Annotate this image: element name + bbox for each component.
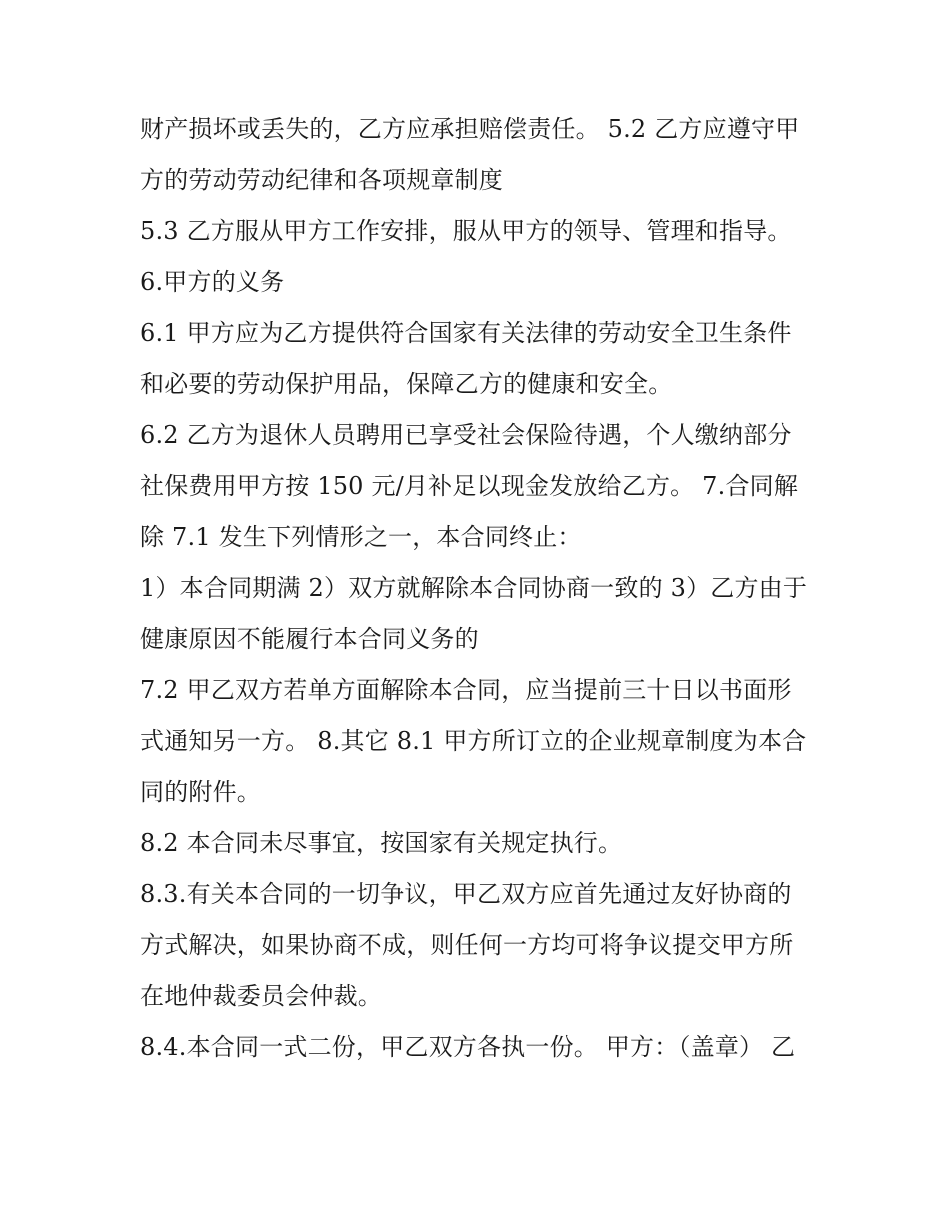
text-line: 健康原因不能履行本合同义务的 bbox=[140, 625, 479, 653]
text-line: 8.3.有关本合同的一切争议，甲乙双方应首先通过友好协商的 bbox=[140, 880, 792, 908]
text-line: 方的劳动劳动纪律和各项规章制度 bbox=[140, 166, 503, 194]
text-line: 7.2 甲乙双方若单方面解除本合同，应当提前三十日以书面形 bbox=[140, 676, 792, 704]
text-line: 社保费用甲方按 150 元/月补足以现金发放给乙方。 7.合同解 bbox=[140, 472, 799, 500]
text-line: 8.4.本合同一式二份，甲乙双方各执一份。 甲方：（盖章） 乙 bbox=[140, 1033, 796, 1061]
text-line: 5.3 乙方服从甲方工作安排，服从甲方的领导、管理和指导。 bbox=[140, 217, 792, 245]
text-line: 6.1 甲方应为乙方提供符合国家有关法律的劳动安全卫生条件 bbox=[140, 319, 792, 347]
text-line: 8.2 本合同未尽事宜，按国家有关规定执行。 bbox=[140, 829, 623, 857]
text-line: 式通知另一方。 8.其它 8.1 甲方所订立的企业规章制度为本合 bbox=[140, 727, 807, 755]
text-line: 同的附件。 bbox=[140, 778, 261, 806]
text-line: 财产损坏或丢失的，乙方应承担赔偿责任。 5.2 乙方应遵守甲 bbox=[140, 115, 800, 143]
text-line: 在地仲裁委员会仲裁。 bbox=[140, 982, 382, 1010]
contract-text bbox=[140, 104, 820, 1073]
text-line: 除 7.1 发生下列情形之一，本合同终止： bbox=[140, 523, 582, 551]
text-line: 和必要的劳动保护用品，保障乙方的健康和安全。 bbox=[140, 370, 673, 398]
text-line: 方式解决，如果协商不成，则任何一方均可将争议提交甲方所 bbox=[140, 931, 794, 959]
text-line: 1）本合同期满 2）双方就解除本合同协商一致的 3）乙方由于 bbox=[140, 574, 808, 602]
text-line: 6.2 乙方为退休人员聘用已享受社会保险待遇，个人缴纳部分 bbox=[140, 421, 792, 449]
section-heading: 6.甲方的义务 bbox=[140, 268, 285, 296]
